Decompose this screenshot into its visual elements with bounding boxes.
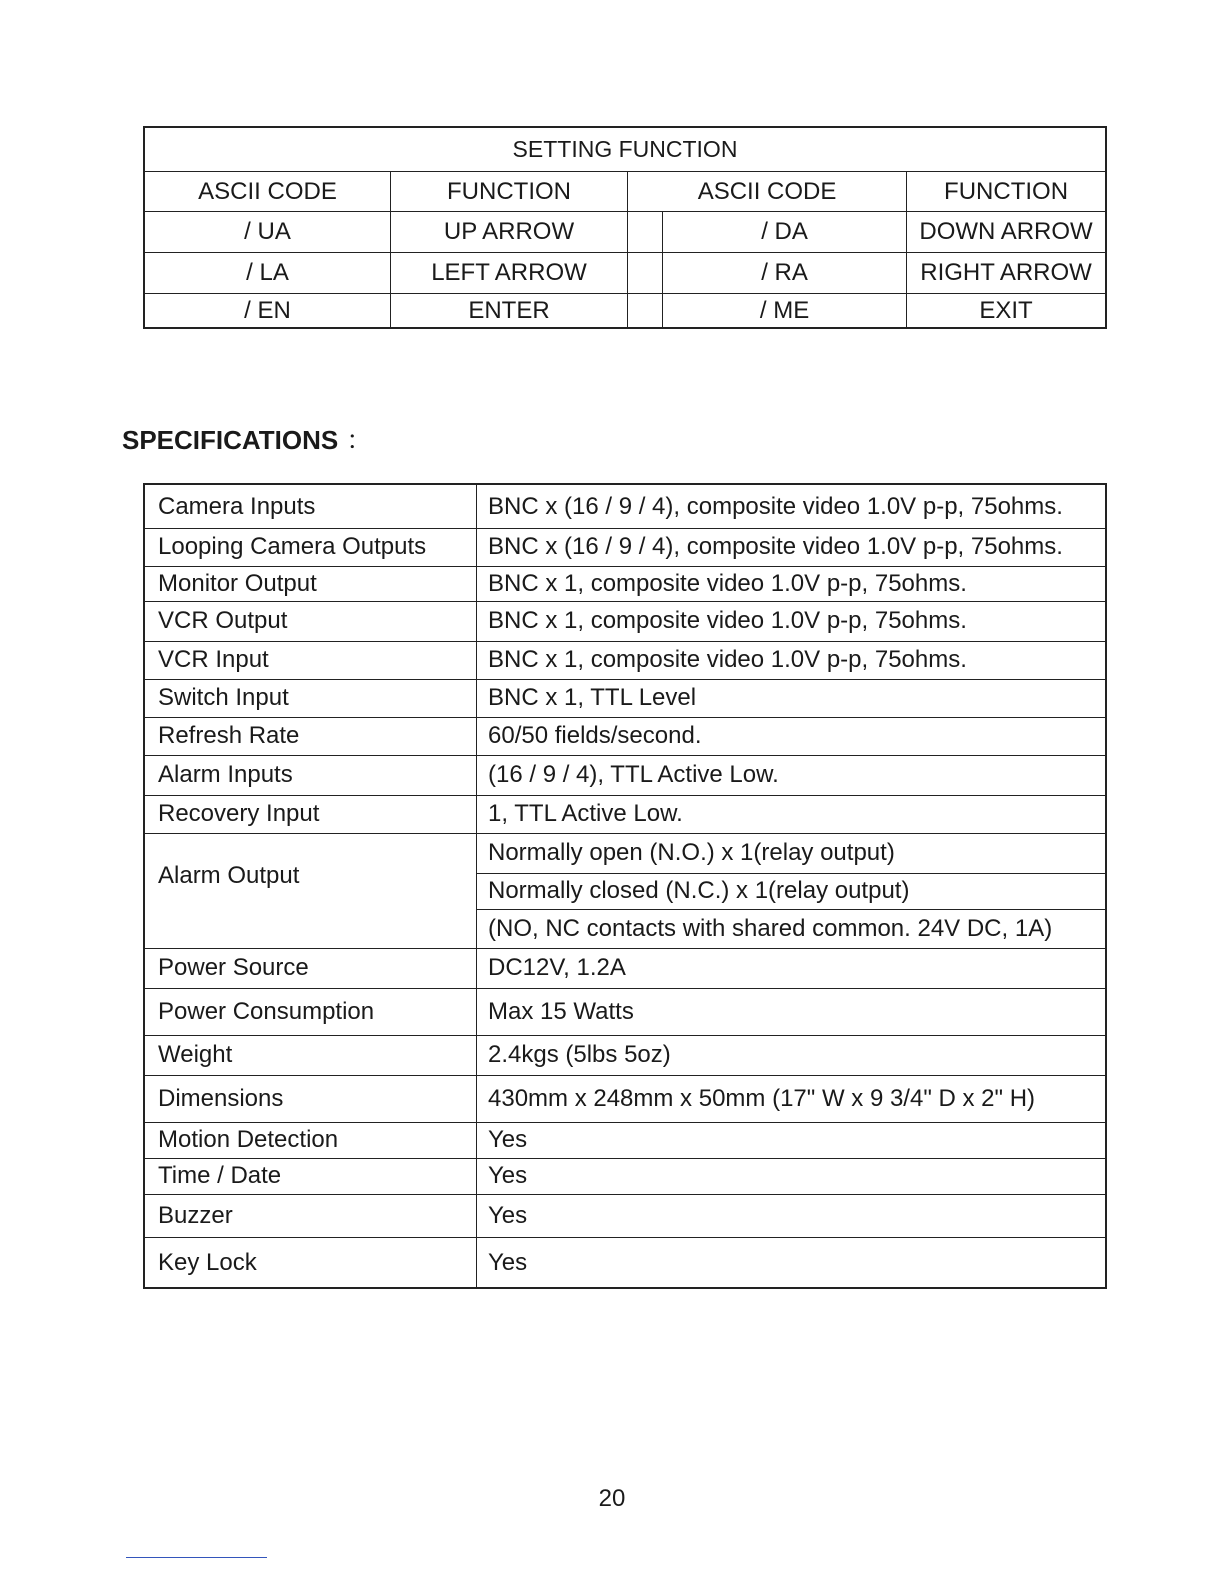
blank-cell xyxy=(628,253,663,294)
spec-label: Alarm Inputs xyxy=(144,755,477,795)
spec-value: BNC x 1, composite video 1.0V p-p, 75ohms. xyxy=(477,566,1107,601)
setting-row xyxy=(144,253,1106,294)
spec-value: Max 15 Watts xyxy=(477,988,1107,1035)
spec-row xyxy=(144,988,1106,1035)
ascii-code-cell: / ME xyxy=(663,294,907,329)
specifications-heading-text: SPECIFICATIONS xyxy=(122,425,339,455)
spec-label: Dimensions xyxy=(144,1075,477,1122)
spec-row xyxy=(144,1075,1106,1122)
ascii-code-cell: / DA xyxy=(663,212,907,253)
ascii-code-cell: / LA xyxy=(144,253,391,294)
spec-label: Weight xyxy=(144,1035,477,1075)
spec-row xyxy=(144,717,1106,755)
spec-value: (NO, NC contacts with shared common. 24V DC, 1A) xyxy=(477,909,1107,948)
spec-value: BNC x (16 / 9 / 4), composite video 1.0V p-p, 75ohms. xyxy=(477,484,1107,528)
spec-label: Motion Detection xyxy=(144,1122,477,1158)
spec-label: Alarm Output xyxy=(144,833,477,948)
setting-function-table xyxy=(143,126,1107,329)
header-function-left: FUNCTION xyxy=(391,172,628,212)
setting-table-title: SETTING FUNCTION xyxy=(144,127,1106,172)
setting-row xyxy=(144,294,1106,329)
spec-label: VCR Input xyxy=(144,641,477,679)
ascii-code-cell: / UA xyxy=(144,212,391,253)
spec-value: 2.4kgs (5lbs 5oz) xyxy=(477,1035,1107,1075)
specifications-table xyxy=(143,483,1107,1289)
spec-row xyxy=(144,755,1106,795)
function-cell: RIGHT ARROW xyxy=(907,253,1106,294)
spec-value: 1, TTL Active Low. xyxy=(477,795,1107,833)
spec-row xyxy=(144,641,1106,679)
spec-label: Looping Camera Outputs xyxy=(144,528,477,566)
setting-title-row xyxy=(144,127,1106,172)
spec-value: (16 / 9 / 4), TTL Active Low. xyxy=(477,755,1107,795)
blank-cell xyxy=(628,212,663,253)
spec-value: Normally closed (N.C.) x 1(relay output) xyxy=(477,873,1107,909)
spec-row-alarm-output xyxy=(144,833,1106,873)
spec-row xyxy=(144,528,1106,566)
page-number: 20 xyxy=(598,1485,626,1512)
ascii-code-cell: / EN xyxy=(144,294,391,329)
spec-label: Buzzer xyxy=(144,1194,477,1237)
function-cell: DOWN ARROW xyxy=(907,212,1106,253)
spec-value: BNC x (16 / 9 / 4), composite video 1.0V p-p, 75ohms. xyxy=(477,528,1107,566)
header-ascii-code-right: ASCII CODE xyxy=(628,172,907,212)
spec-row xyxy=(144,1158,1106,1194)
spec-value: Yes xyxy=(477,1122,1107,1158)
spec-value: BNC x 1, composite video 1.0V p-p, 75ohms. xyxy=(477,601,1107,641)
spec-label: Camera Inputs xyxy=(144,484,477,528)
spec-row xyxy=(144,1035,1106,1075)
function-cell: EXIT xyxy=(907,294,1106,329)
spec-label: Switch Input xyxy=(144,679,477,717)
bottom-rule xyxy=(126,1557,267,1558)
spec-value: Yes xyxy=(477,1237,1107,1288)
spec-value: Yes xyxy=(477,1158,1107,1194)
spec-value: BNC x 1, TTL Level xyxy=(477,679,1107,717)
header-function-right: FUNCTION xyxy=(907,172,1106,212)
spec-row xyxy=(144,484,1106,528)
spec-row xyxy=(144,601,1106,641)
spec-row xyxy=(144,1194,1106,1237)
function-cell: ENTER xyxy=(391,294,628,329)
spec-label: Time / Date xyxy=(144,1158,477,1194)
spec-row xyxy=(144,795,1106,833)
spec-value: 430mm x 248mm x 50mm (17" W x 9 3/4" D x 2" H) xyxy=(477,1075,1107,1122)
specifications-heading xyxy=(122,420,372,457)
spec-row xyxy=(144,1237,1106,1288)
blank-cell xyxy=(628,294,663,329)
function-cell: LEFT ARROW xyxy=(391,253,628,294)
spec-label: VCR Output xyxy=(144,601,477,641)
spec-row xyxy=(144,1122,1106,1158)
spec-value: Normally open (N.O.) x 1(relay output) xyxy=(477,833,1107,873)
spec-row xyxy=(144,948,1106,988)
spec-label: Monitor Output xyxy=(144,566,477,601)
header-ascii-code-left: ASCII CODE xyxy=(144,172,391,212)
spec-value: Yes xyxy=(477,1194,1107,1237)
spec-label: Power Source xyxy=(144,948,477,988)
spec-row xyxy=(144,566,1106,601)
spec-row xyxy=(144,679,1106,717)
spec-label: Power Consumption xyxy=(144,988,477,1035)
spec-value: BNC x 1, composite video 1.0V p-p, 75ohms. xyxy=(477,641,1107,679)
spec-label: Key Lock xyxy=(144,1237,477,1288)
function-cell: UP ARROW xyxy=(391,212,628,253)
heading-colon: ： xyxy=(346,425,373,455)
spec-label: Refresh Rate xyxy=(144,717,477,755)
spec-value: DC12V, 1.2A xyxy=(477,948,1107,988)
setting-header-row xyxy=(144,172,1106,212)
spec-value: 60/50 fields/second. xyxy=(477,717,1107,755)
spec-label: Recovery Input xyxy=(144,795,477,833)
ascii-code-cell: / RA xyxy=(663,253,907,294)
setting-row xyxy=(144,212,1106,253)
